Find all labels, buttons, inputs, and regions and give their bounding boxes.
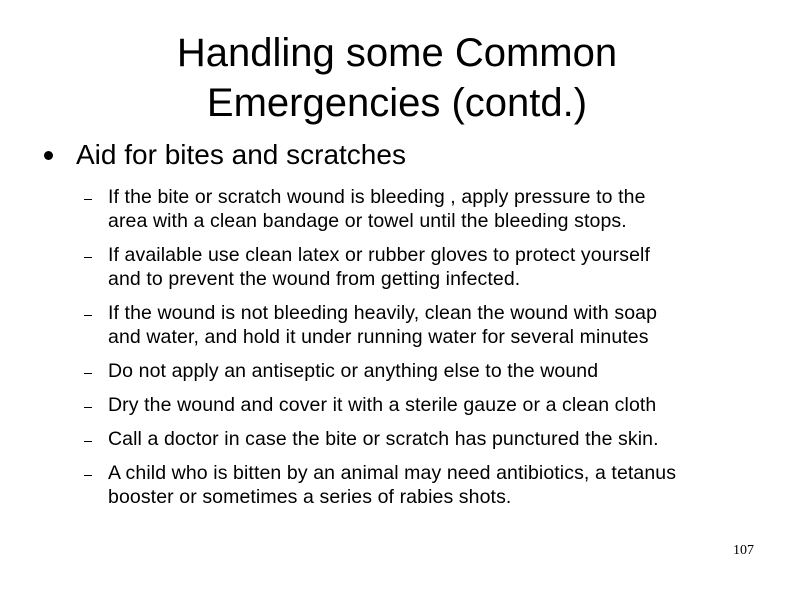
sub-bullet-line: Do not apply an antiseptic or anything else to the wound (108, 360, 599, 382)
sub-bullet-text (108, 185, 646, 233)
bullet-dot-icon (44, 151, 53, 160)
slide-title (0, 28, 794, 128)
sub-bullet-line: If the bite or scratch wound is bleeding , apply pressure to the (108, 186, 646, 208)
sub-bullet-line: Dry the wound and cover it with a sterile gauze or a clean cloth (108, 394, 657, 416)
sub-bullet-text (108, 461, 676, 509)
sub-bullet (84, 427, 744, 451)
slide-title-line-1: Handling some Common (176, 31, 618, 75)
dash-bullet-icon (84, 475, 92, 476)
dash-bullet-icon (84, 441, 92, 442)
sub-bullet-line: Call a doctor in case the bite or scratch has punctured the skin. (108, 428, 659, 450)
sub-bullet-line: and water, and hold it under running water for several minutes (108, 326, 649, 348)
sub-bullet (84, 243, 744, 291)
dash-bullet-icon (84, 407, 92, 408)
sub-bullet (84, 185, 744, 233)
sub-bullet (84, 461, 744, 509)
sub-bullet-text (108, 393, 656, 417)
dash-bullet-icon (84, 257, 92, 258)
sub-bullet-line: A child who is bitten by an animal may need antibiotics, a tetanus (108, 462, 677, 484)
sub-bullet (84, 393, 744, 417)
main-bullet-text: Aid for bites and scratches (76, 139, 406, 170)
sub-bullet-line: booster or sometimes a series of rabies shots. (108, 486, 512, 508)
sub-bullet-line: and to prevent the wound from getting infected. (108, 268, 521, 290)
dash-bullet-icon (84, 315, 92, 316)
slide-title-line-2: Emergencies (contd.) (206, 81, 588, 125)
sub-bullet-line: If available use clean latex or rubber gloves to protect yourself (108, 244, 650, 266)
sub-bullet-text (108, 301, 657, 349)
sub-bullet (84, 359, 744, 383)
dash-bullet-icon (84, 373, 92, 374)
sub-bullet-line: area with a clean bandage or towel until the bleeding stops. (108, 210, 627, 232)
sub-bullet-list (84, 185, 744, 519)
sub-bullet-text (108, 359, 598, 383)
sub-bullet-line: If the wound is not bleeding heavily, clean the wound with soap (108, 302, 658, 324)
dash-bullet-icon (84, 199, 92, 200)
page-number: 107 (733, 543, 754, 558)
sub-bullet-text (108, 427, 659, 451)
main-bullet (44, 138, 406, 172)
sub-bullet (84, 301, 744, 349)
sub-bullet-text (108, 243, 650, 291)
